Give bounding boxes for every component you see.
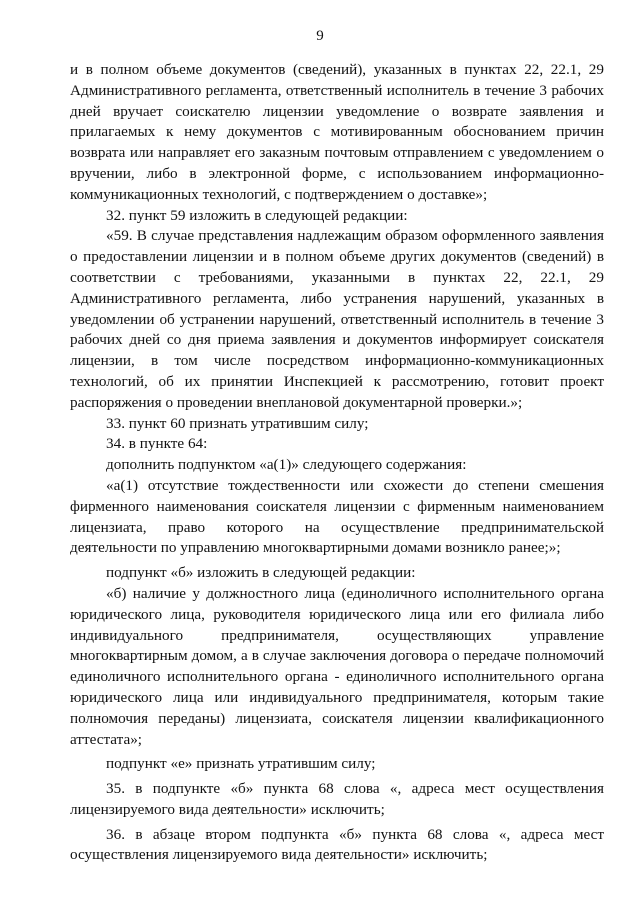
paragraph-subitem-b-heading: подпункт «б» изложить в следующей редакции: (106, 564, 416, 582)
paragraph-item-34: 34. в пункте 64: (106, 435, 208, 453)
paragraph-subitem-e: подпункт «е» признать утратившим силу; (106, 755, 376, 773)
paragraph-add-subitem: дополнить подпунктом «а(1)» следующего содержания: (106, 456, 467, 474)
page-number: 9 (316, 28, 324, 44)
paragraph-item-32: 32. пункт 59 изложить в следующей редакции: (106, 206, 408, 224)
paragraph-item-33: 33. пункт 60 признать утратившим силу; (106, 414, 369, 432)
paragraph-subitem-b: «б) наличие у должностного лица (единоличного исполнительного органа юридического лица, руководителя юридического лица или его филиала либо индивидуального предпринимателя, осуществляющих управление многоквартирным домом, а в случае заключения договора о передаче полномочий единоличного исполнительного органа - единоличного исполнительного органа юридического лица или индивидуального предпринимателя, которым такие полномочия переданы) лицензиата, соискателя лицензии квалификационного аттестата»; (70, 584, 604, 748)
paragraph-item-35: 35. в подпункте «б» пункта 68 слова «, адреса мест осуществления лицензируемого вида деятельности» исключить; (70, 780, 604, 818)
paragraph-subitem-a1: «а(1) отсутствие тождественности или схожести до степени смешения фирменного наименования соискателя лицензии с фирменным наименованием лицензиата, право которого на осуществление предпринимательской деятельности по управлению многоквартирными домами возникло ранее;»; (70, 476, 604, 557)
paragraph-clause-59: «59. В случае представления надлежащим образом оформленного заявления о предоставлении лицензии и в полном объеме других документов (сведений) в соответствии с требованиями, указанными в пунктах 22, 22.1, 29 Административного регламента, либо устранения нарушений, указанных в уведомлении об устранении нарушений, ответственный исполнитель в течение 3 рабочих дней со дня приема заявления и документов информирует соискателя лицензии, в том числе посредством информационно-коммуникационных технологий, об их принятии Инспекцией к рассмотрению, готовит проект распоряжения о проведении внеплановой документарной проверки.»; (70, 227, 604, 411)
document-body (70, 60, 604, 866)
paragraph-item-36: 36. в абзаце втором подпункта «б» пункта 68 слова «, адреса мест осуществления лицензируемого вида деятельности» исключить; (70, 825, 604, 864)
paragraph-continuation: и в полном объеме документов (сведений), указанных в пунктах 22, 22.1, 29 Административного регламента, ответственный исполнитель в течение 3 рабочих дней вручает соискателю лицензии уведомление о возврате заявления и прилагаемых к нему документов с мотивированным обоснованием причин возврата или направляет его заказным почтовым отправлением с уведомлением о вручении, либо в электронной форме, с использованием информационно-коммуникационных технологий, с подтверждением о доставке»; (70, 61, 604, 203)
